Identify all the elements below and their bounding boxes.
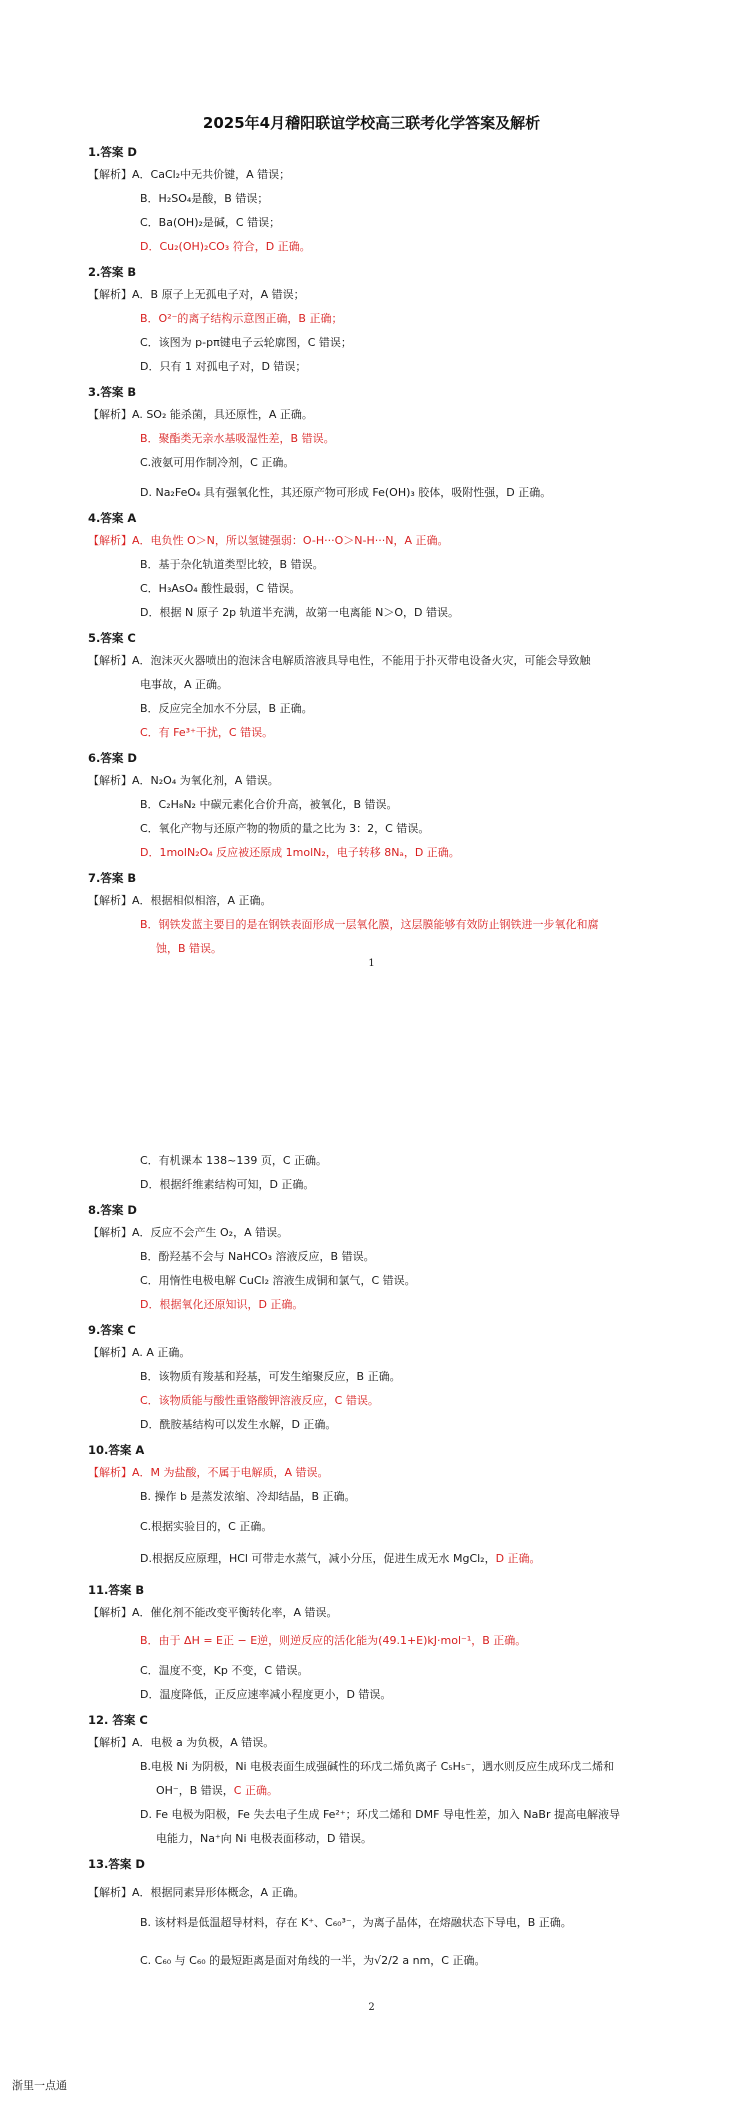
explanation-line: B. 操作 b 是蒸发浓缩、冷却结晶，B 正确。 (140, 1490, 356, 1503)
explanation-line: D．根据纤维素结构可知，D 正确。 (140, 1178, 315, 1191)
page-title: 2025年4月稽阳联谊学校高三联考化学答案及解析 (202, 114, 541, 132)
explanation-line: C.根据实验目的，C 正确。 (140, 1520, 273, 1533)
explanation-line: 【解析】A．催化剂不能改变平衡转化率，A 错误。 (88, 1606, 338, 1619)
explanation-line: 电能力，Na⁺向 Ni 电极表面移动，D 错误。 (156, 1832, 373, 1845)
explanation-line: D．根据氧化还原知识，D 正确。 (140, 1298, 304, 1311)
highlight-text: D 正确。 (495, 1552, 541, 1565)
explanation-line: 【解析】A．电负性 O＞N，所以氢键强弱：O-H···O＞N-H···N，A 正确。 (88, 534, 449, 547)
explanation-line: D．1molN₂O₄ 反应被还原成 1molN₂，电子转移 8Nₐ，D 正确。 (140, 846, 460, 859)
explanation-line: 【解析】A．根据同素异形体概念，A 正确。 (88, 1886, 305, 1899)
highlight-text: C 正确。 (233, 1784, 278, 1797)
answer-heading: 13.答案 D (88, 1857, 145, 1871)
answer-heading: 12. 答案 C (88, 1713, 148, 1727)
explanation-line: B.电极 Ni 为阴极，Ni 电极表面生成强碱性的环戊二烯负离子 C₅H₅⁻，遇水则反应生成环戊二烯和 (140, 1760, 615, 1773)
explanation-line: B．由于 ΔH = E正 − E逆，则逆反应的活化能为(49.1+E)kJ·mol⁻¹，B 正确。 (140, 1634, 527, 1647)
explanation-line: B．该物质有羧基和羟基，可发生缩聚反应，B 正确。 (140, 1370, 401, 1383)
answer-heading: 1.答案 D (88, 145, 137, 159)
explanation-line: 电事故，A 正确。 (140, 678, 229, 691)
explanation-line: C.液氨可用作制冷剂，C 正确。 (140, 456, 295, 469)
explanation-line: OH⁻，B 错误，C 正确。 (156, 1784, 278, 1797)
answer-heading: 9.答案 C (88, 1323, 136, 1337)
explanation-line: C. C₆₀ 与 C₆₀ 的最短距离是面对角线的一半，为√2/2 a nm，C 正确。 (140, 1954, 486, 1967)
explanation-line: C．用惰性电极电解 CuCl₂ 溶液生成铜和氯气，C 错误。 (140, 1274, 416, 1287)
page-number-2: 2 (368, 2002, 375, 2013)
explanation-line: 【解析】A．根据相似相溶，A 正确。 (88, 894, 272, 907)
explanation-line: B．酚羟基不会与 NaHCO₃ 溶液反应，B 错误。 (140, 1250, 375, 1263)
answer-heading: 7.答案 B (88, 871, 137, 885)
explanation-line: C．温度不变，Kp 不变，C 错误。 (140, 1664, 309, 1677)
footer-watermark: 浙里一点通 (12, 2079, 67, 2092)
explanation-line: C．Ba(OH)₂是碱，C 错误； (140, 216, 281, 229)
explanation-line: B. 该材料是低温超导材料，存在 K⁺、C₆₀³⁻，为离子晶体，在熔融状态下导电，B 正确。 (140, 1916, 572, 1929)
explanation-line: C．该物质能与酸性重铬酸钾溶液反应，C 错误。 (140, 1394, 379, 1407)
explanation-line: D．Cu₂(OH)₂CO₃ 符合，D 正确。 (140, 240, 311, 253)
explanation-line: C．氧化产物与还原产物的物质的量之比为 3：2，C 错误。 (140, 822, 430, 835)
explanation-line: D．酰胺基结构可以发生水解，D 正确。 (140, 1418, 337, 1431)
answer-heading: 8.答案 D (88, 1203, 137, 1217)
answer-heading: 3.答案 B (88, 385, 137, 399)
answer-heading: 11.答案 B (88, 1583, 145, 1597)
explanation-line: B．反应完全加水不分层，B 正确。 (140, 702, 313, 715)
explanation-line: B．基于杂化轨道类型比较，B 错误。 (140, 558, 324, 571)
answer-heading: 2.答案 B (88, 265, 137, 279)
answer-heading: 6.答案 D (88, 751, 137, 765)
explanation-line: B．O²⁻的离子结构示意图正确，B 正确； (140, 312, 343, 325)
explanation-line: D. Fe 电极为阳极，Fe 失去电子生成 Fe²⁺；环戊二烯和 DMF 导电性差，加入 NaBr 提高电解液导 (140, 1808, 620, 1821)
explanation-line: D．只有 1 对孤电子对，D 错误； (140, 360, 307, 373)
explanation-line: D．温度降低，正反应速率减小程度更小，D 错误。 (140, 1688, 392, 1701)
explanation-line: D．根据 N 原子 2p 轨道半充满，故第一电离能 N＞O，D 错误。 (140, 606, 460, 619)
explanation-line: B．C₂H₈N₂ 中碳元素化合价升高，被氧化，B 错误。 (140, 798, 398, 811)
explanation-line: D. Na₂FeO₄ 具有强氧化性，其还原产物可形成 Fe(OH)₃ 胶体，吸附性强，D 正确。 (140, 486, 552, 499)
explanation-line: 【解析】A．泡沫灭火器喷出的泡沫含电解质溶液具导电性，不能用于扑灭带电设备火灾，可能会导致触 (88, 654, 591, 667)
explanation-line: 【解析】A．CaCl₂中无共价键，A 错误； (88, 168, 291, 181)
explanation-line: 【解析】A. SO₂ 能杀菌，具还原性，A 正确。 (88, 408, 313, 421)
explanation-line: 蚀，B 错误。 (156, 942, 223, 955)
explanation-line: D.根据反应原理，HCl 可带走水蒸气，减小分压，促进生成无水 MgCl₂，D 正确。 (140, 1552, 541, 1565)
explanation-line: C．有机课本 138~139 页，C 正确。 (140, 1154, 328, 1167)
explanation-line: 【解析】A. A 正确。 (88, 1346, 191, 1359)
page-number-1: 1 (368, 958, 375, 969)
answer-heading: 4.答案 A (88, 511, 137, 525)
explanation-line: 【解析】A．B 原子上无孤电子对，A 错误； (88, 288, 305, 301)
answer-heading: 10.答案 A (88, 1443, 145, 1457)
answer-heading: 5.答案 C (88, 631, 136, 645)
explanation-line: C．有 Fe³⁺干扰，C 错误。 (140, 726, 274, 739)
explanation-line: 【解析】A．M 为盐酸，不属于电解质，A 错误。 (88, 1466, 329, 1479)
explanation-line: C．该图为 p-pπ键电子云轮廓图，C 错误； (140, 336, 352, 349)
explanation-line: B．H₂SO₄是酸，B 错误； (140, 192, 269, 205)
explanation-line: B．聚酯类无亲水基吸湿性差，B 错误。 (140, 432, 335, 445)
explanation-line: 【解析】A．N₂O₄ 为氧化剂，A 错误。 (88, 774, 279, 787)
explanation-line: C．H₃AsO₄ 酸性最弱，C 错误。 (140, 582, 301, 595)
explanation-line: 【解析】A．电极 a 为负极，A 错误。 (88, 1736, 275, 1749)
explanation-line: B．钢铁发蓝主要目的是在钢铁表面形成一层氧化膜，这层膜能够有效防止钢铁进一步氧化和腐 (140, 918, 599, 931)
explanation-line: 【解析】A．反应不会产生 O₂，A 错误。 (88, 1226, 289, 1239)
